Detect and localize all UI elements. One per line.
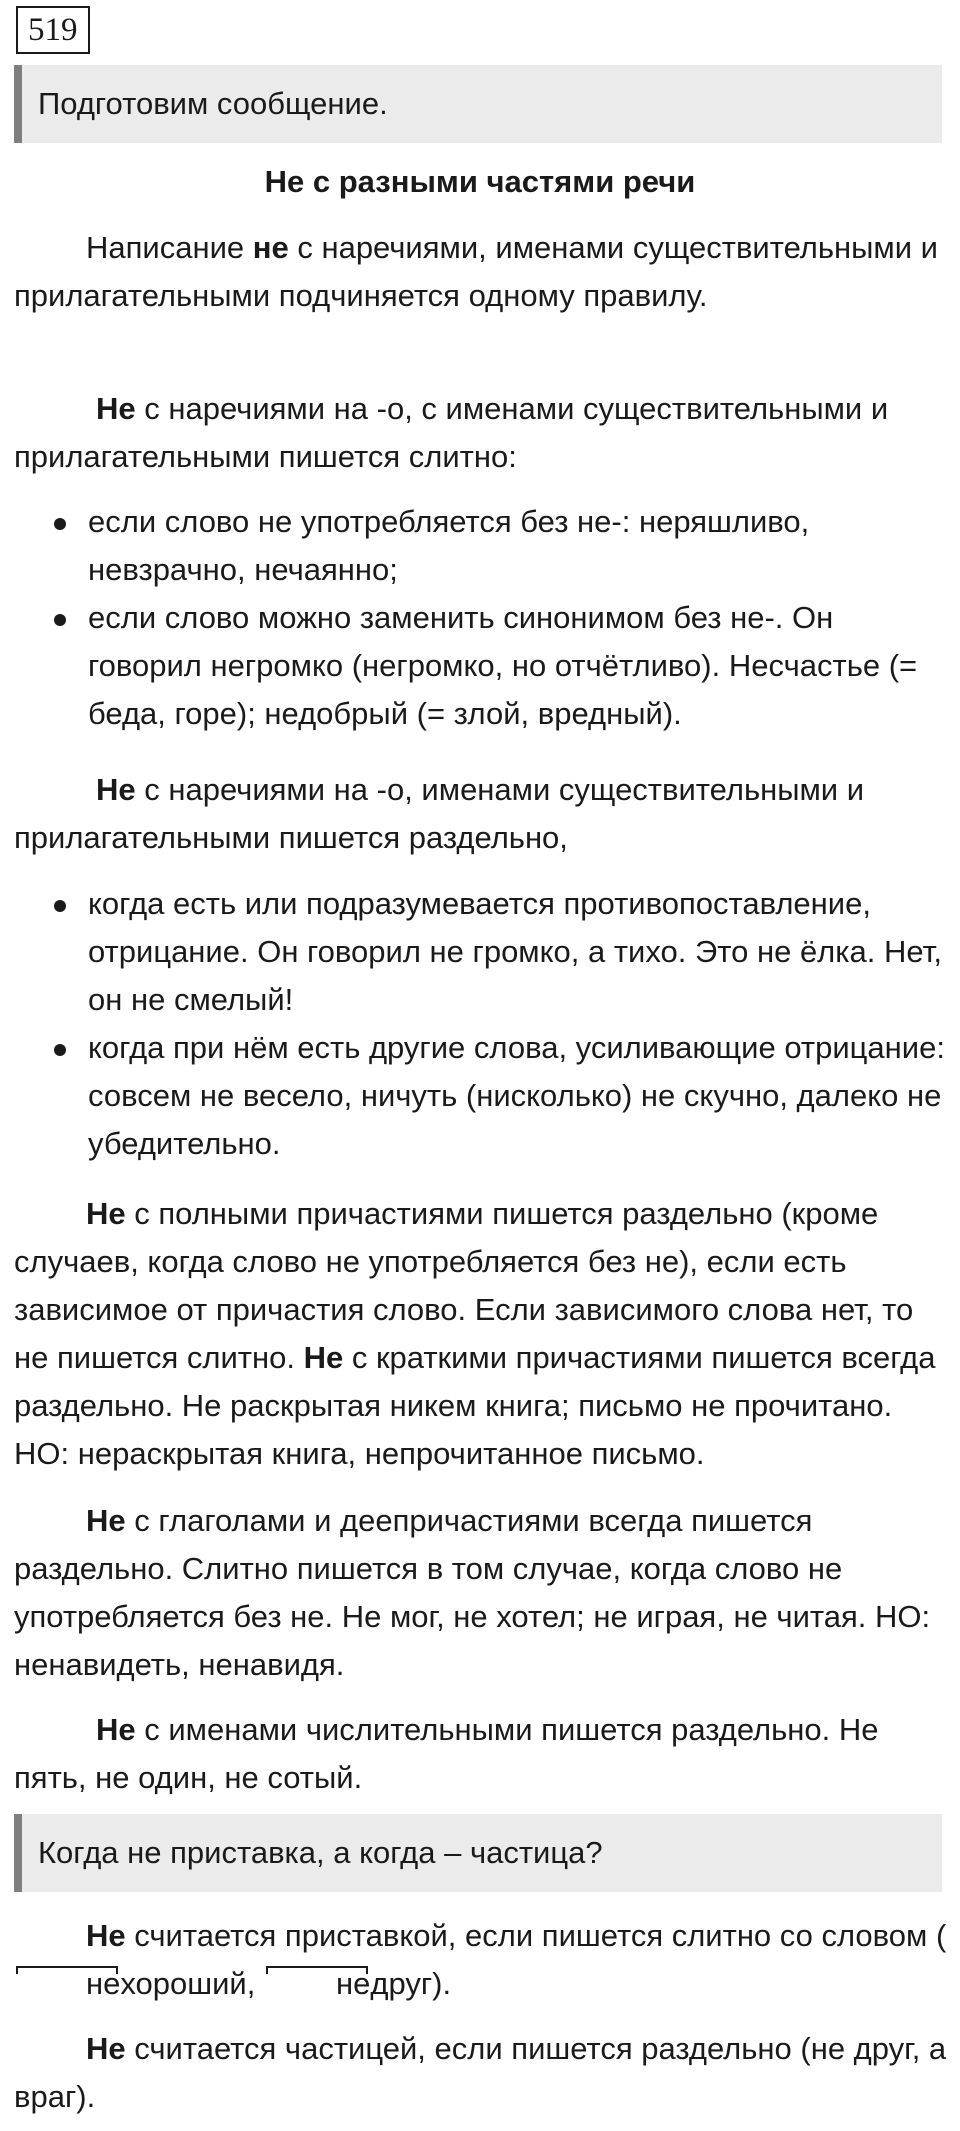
list-item: если слово не употребляется без не-: неряшливо, невзрачно, нечаянно; — [14, 498, 949, 594]
section-title: Подготовим сообщение. — [38, 86, 388, 121]
list-item: когда есть или подразумевается противопоставление, отрицание. Он говорил не громко, а тихо. Это не ёлка. Нет, он не смелый! — [14, 880, 949, 1024]
rule-separate-paragraph: Не с наречиями на -о, именами существительными и прилагательными пишется раздельно, — [14, 772, 865, 855]
intro-paragraph: Написание не с наречиями, именами существительными и прилагательными подчиняется одному правилу. — [14, 230, 938, 313]
list-item: если слово можно заменить синонимом без не-. Он говорил негромко (негромко, но отчётливо). Несчастье (= беда, горе); недобрый (= злой, вредный). — [14, 594, 949, 738]
exercise-number: 519 — [16, 6, 90, 54]
prefix-mark: не — [14, 1960, 120, 2008]
rule-together-paragraph: Не с наречиями на -о, с именами существительными и прилагательными пишется слитно: — [14, 391, 889, 474]
numerals-paragraph: Не с именами числительными пишется раздельно. Не пять, не один, не сотый. — [14, 1712, 879, 1795]
list-item: когда при нём есть другие слова, усиливающие отрицание: совсем не весело, ничуть (нисколько) не скучно, далеко не убедительно. — [14, 1024, 949, 1168]
section-header-prepare-message — [14, 65, 942, 143]
rule-separate-list — [14, 880, 949, 1168]
participles-paragraph: Не с полными причастиями пишется раздельно (кроме случаев, когда слово не употребляется без не), если есть зависимое от причастия слово. Если зависимого слова нет, то не пишется слитно. Не с краткими причастиями пишется всегда раздельно. Не раскрытая никем книга; письмо не прочитано. НО: нераскрытая книга, непрочитанное письмо. — [14, 1196, 936, 1471]
section-header-prefix-or-particle — [14, 1814, 942, 1892]
particle-paragraph: Не считается частицей, если пишется раздельно (не друг, а враг). — [14, 2031, 947, 2114]
verbs-paragraph: Не с глаголами и деепричастиями всегда пишется раздельно. Слитно пишется в том случае, когда слово не употребляется без не. Не мог, не хотел; не играя, не читая. НО: ненавидеть, ненавидя. — [14, 1503, 931, 1682]
section-title: Когда не приставка, а когда – частица? — [38, 1835, 603, 1870]
prefix-mark: не — [264, 1960, 370, 2008]
prefix-paragraph: Не считается приставкой, если пишется слитно со словом (нехороший, недруг). — [14, 1912, 949, 2008]
rule-together-list — [14, 498, 949, 738]
topic-heading: Не с разными частями речи — [264, 164, 696, 199]
